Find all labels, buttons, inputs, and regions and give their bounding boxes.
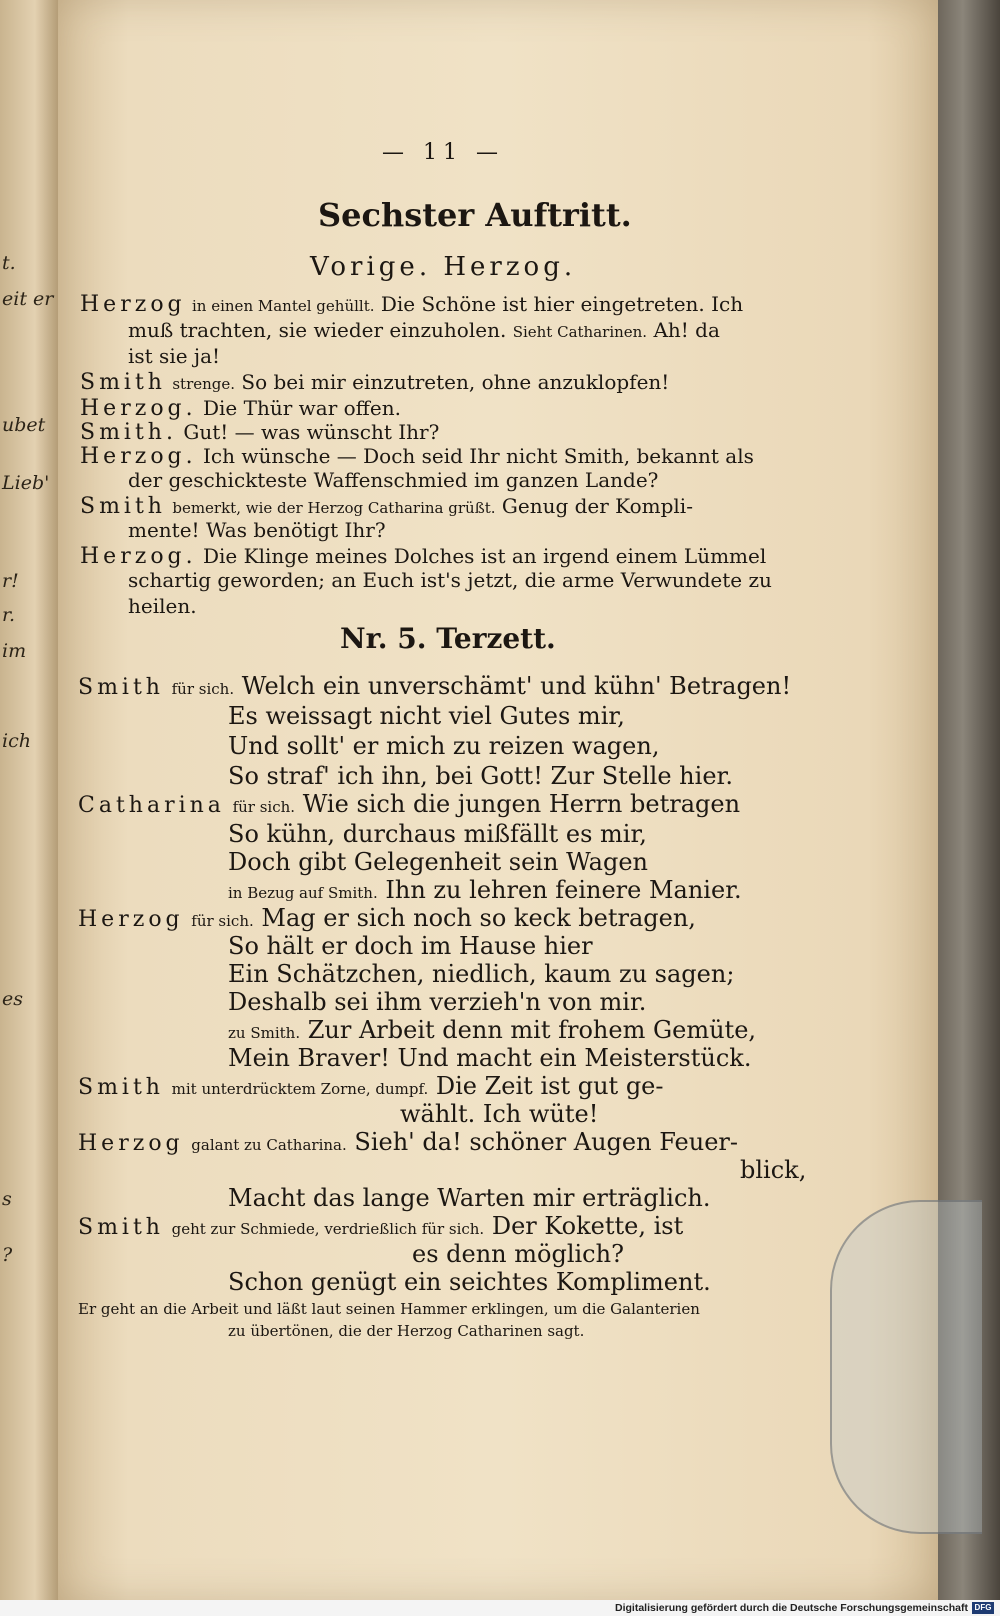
verse-line: [78, 1072, 664, 1100]
dialogue-text: Gut! — was wünscht Ihr?: [183, 420, 440, 444]
speaker-name: Herzog: [78, 907, 184, 932]
stage-direction: strenge.: [172, 375, 236, 393]
verse-line: es denn möglich?: [412, 1240, 624, 1268]
dialogue-text: Ich wünsche — Doch seid Ihr nicht Smith, bekannt als: [203, 444, 754, 468]
verse-line: [78, 1128, 738, 1156]
speaker-name: Smith: [78, 675, 164, 700]
verse-text: Welch ein unverschämt' und kühn' Betragen!: [241, 672, 792, 700]
verse-line: blick,: [740, 1156, 807, 1184]
speaker-name: Herzog: [78, 1131, 184, 1156]
verse-line: So straf' ich ihn, bei Gott! Zur Stelle hier.: [228, 762, 733, 790]
speaker-name: Herzog: [80, 292, 186, 317]
stage-direction: für sich.: [171, 680, 235, 698]
left-page-fragment: ich: [2, 730, 31, 752]
dialogue-text: Die Schöne ist hier eingetreten. Ich: [380, 292, 744, 316]
stage-direction: für sich.: [191, 912, 254, 930]
stage-direction: in einen Mantel gehüllt.: [192, 297, 375, 315]
left-page-fragment: ubet: [2, 414, 46, 436]
left-page-fragment: Lieb': [2, 472, 50, 494]
dialogue-line: [80, 420, 439, 445]
stage-direction: mit unterdrücktem Zorne, dumpf.: [171, 1080, 429, 1098]
dialogue-line: [80, 370, 669, 395]
verse-line: So hält er doch im Hause hier: [228, 932, 593, 960]
left-page-fragment: s: [2, 1188, 12, 1210]
dialogue-line: [128, 518, 386, 542]
verse-line: So kühn, durchaus mißfällt es mir,: [228, 820, 647, 848]
verse-line: [228, 876, 742, 904]
stage-note-line: zu übertönen, die der Herzog Catharinen sagt.: [228, 1322, 585, 1340]
verse-line: [78, 790, 740, 818]
speaker-name: Catharina: [78, 793, 225, 818]
verse-line: Mein Braver! Und macht ein Meisterstück.: [228, 1044, 752, 1072]
dialogue-line: [80, 292, 743, 317]
dialogue-text: ist sie ja!: [128, 344, 221, 368]
verse-line: [78, 904, 696, 932]
dialogue-line: [128, 344, 220, 368]
verse-line: Es weissagt nicht viel Gutes mir,: [228, 702, 625, 730]
dialogue-text: Die Klinge meines Dolches ist an irgend einem Lümmel: [203, 544, 767, 568]
scene-title: Sechster Auftritt.: [318, 196, 632, 234]
verse-line: Macht das lange Warten mir erträglich.: [228, 1184, 711, 1212]
verse-text: Die Zeit ist gut ge-: [435, 1072, 664, 1100]
left-page-fragment: eit er: [2, 288, 54, 310]
verse-text: Zur Arbeit denn mit frohem Gemüte,: [307, 1016, 757, 1044]
stage-note-line: Er geht an die Arbeit und läßt laut seinen Hammer erklingen, um die Galanterien: [78, 1300, 700, 1318]
speaker-name: Smith: [78, 1075, 164, 1100]
left-page-fragment: r.: [2, 604, 16, 626]
number-heading: Nr. 5. Terzett.: [340, 622, 556, 655]
dialogue-line: [80, 544, 766, 569]
speaker-name: Herzog.: [80, 544, 197, 569]
verse-line: Schon genügt ein seichtes Kompliment.: [228, 1268, 711, 1296]
dfg-logo-icon: DFG: [972, 1602, 994, 1614]
stage-direction: galant zu Catharina.: [191, 1136, 347, 1154]
speaker-name: Smith: [80, 370, 166, 395]
stage-direction: zu Smith.: [228, 1024, 301, 1042]
dialogue-text: heilen.: [128, 594, 197, 618]
verse-text: Sieh' da! schöner Augen Feuer-: [354, 1128, 738, 1156]
stage-direction: bemerkt, wie der Herzog Catharina grüßt.: [172, 499, 496, 517]
stage-direction: geht zur Schmiede, verdrießlich für sich.: [171, 1220, 485, 1238]
verse-text: Mag er sich noch so keck betragen,: [261, 904, 696, 932]
speaker-name: Smith: [78, 1215, 164, 1240]
dialogue-line: [128, 468, 658, 492]
dialogue-text: schartig geworden; an Euch ist's jetzt, die arme Verwundete zu: [128, 568, 772, 592]
verse-line: [78, 1212, 683, 1240]
verse-text: Der Kokette, ist: [491, 1212, 684, 1240]
verse-line: Deshalb sei ihm verzieh'n von mir.: [228, 988, 647, 1016]
stage-direction: für sich.: [232, 798, 296, 816]
left-page-fragment: es: [2, 988, 23, 1010]
bookmark-clip: [830, 1200, 982, 1534]
speaker-name: Herzog.: [80, 444, 197, 469]
dialogue-text: So bei mir einzutreten, ohne anzuklopfen!: [241, 370, 670, 394]
verse-line: [78, 672, 791, 700]
scene-characters: Vorige. Herzog.: [310, 252, 577, 282]
verse-line: Ein Schätzchen, niedlich, kaum zu sagen;: [228, 960, 735, 988]
digitization-credit: Digitalisierung gefördert durch die Deutsche Forschungsgemeinschaft: [615, 1602, 968, 1614]
left-page-fragment: ?: [2, 1244, 13, 1266]
speaker-name: Herzog.: [80, 396, 197, 421]
dialogue-line: [128, 318, 720, 342]
dialogue-text: Genug der Kompli-: [501, 494, 693, 518]
verse-line: Doch gibt Gelegenheit sein Wagen: [228, 848, 648, 876]
dialogue-text: Die Thür war offen.: [203, 396, 401, 420]
page-number: — 11 —: [382, 140, 504, 165]
dialogue-text: der geschickteste Waffenschmied im ganzen Lande?: [128, 468, 659, 492]
stage-direction: in Bezug auf Smith.: [228, 884, 378, 902]
dialogue-text: mente! Was benötigt Ihr?: [128, 518, 386, 542]
left-page-margin: [0, 0, 58, 1616]
stage-direction: Sieht Catharinen.: [512, 323, 648, 341]
dialogue-line: [128, 568, 772, 592]
dialogue-text: Ah! da: [653, 318, 720, 342]
dialogue-line: [128, 594, 197, 618]
speaker-name: Smith: [80, 494, 166, 519]
dialogue-line: [80, 494, 693, 519]
dialogue-line: [80, 396, 401, 421]
verse-line: Und sollt' er mich zu reizen wagen,: [228, 732, 660, 760]
speaker-name: Smith.: [80, 420, 177, 445]
dialogue-text: muß trachten, sie wieder einzuholen.: [128, 318, 507, 342]
left-page-fragment: t.: [2, 252, 16, 274]
verse-text: Ihn zu lehren feinere Manier.: [385, 876, 742, 904]
verse-text: Wie sich die jungen Herrn betragen: [302, 790, 741, 818]
left-page-fragment: r!: [2, 570, 19, 592]
verse-line: [228, 1016, 756, 1044]
left-page-fragment: im: [2, 640, 27, 662]
dialogue-line: [80, 444, 754, 469]
verse-line: wählt. Ich wüte!: [400, 1100, 599, 1128]
